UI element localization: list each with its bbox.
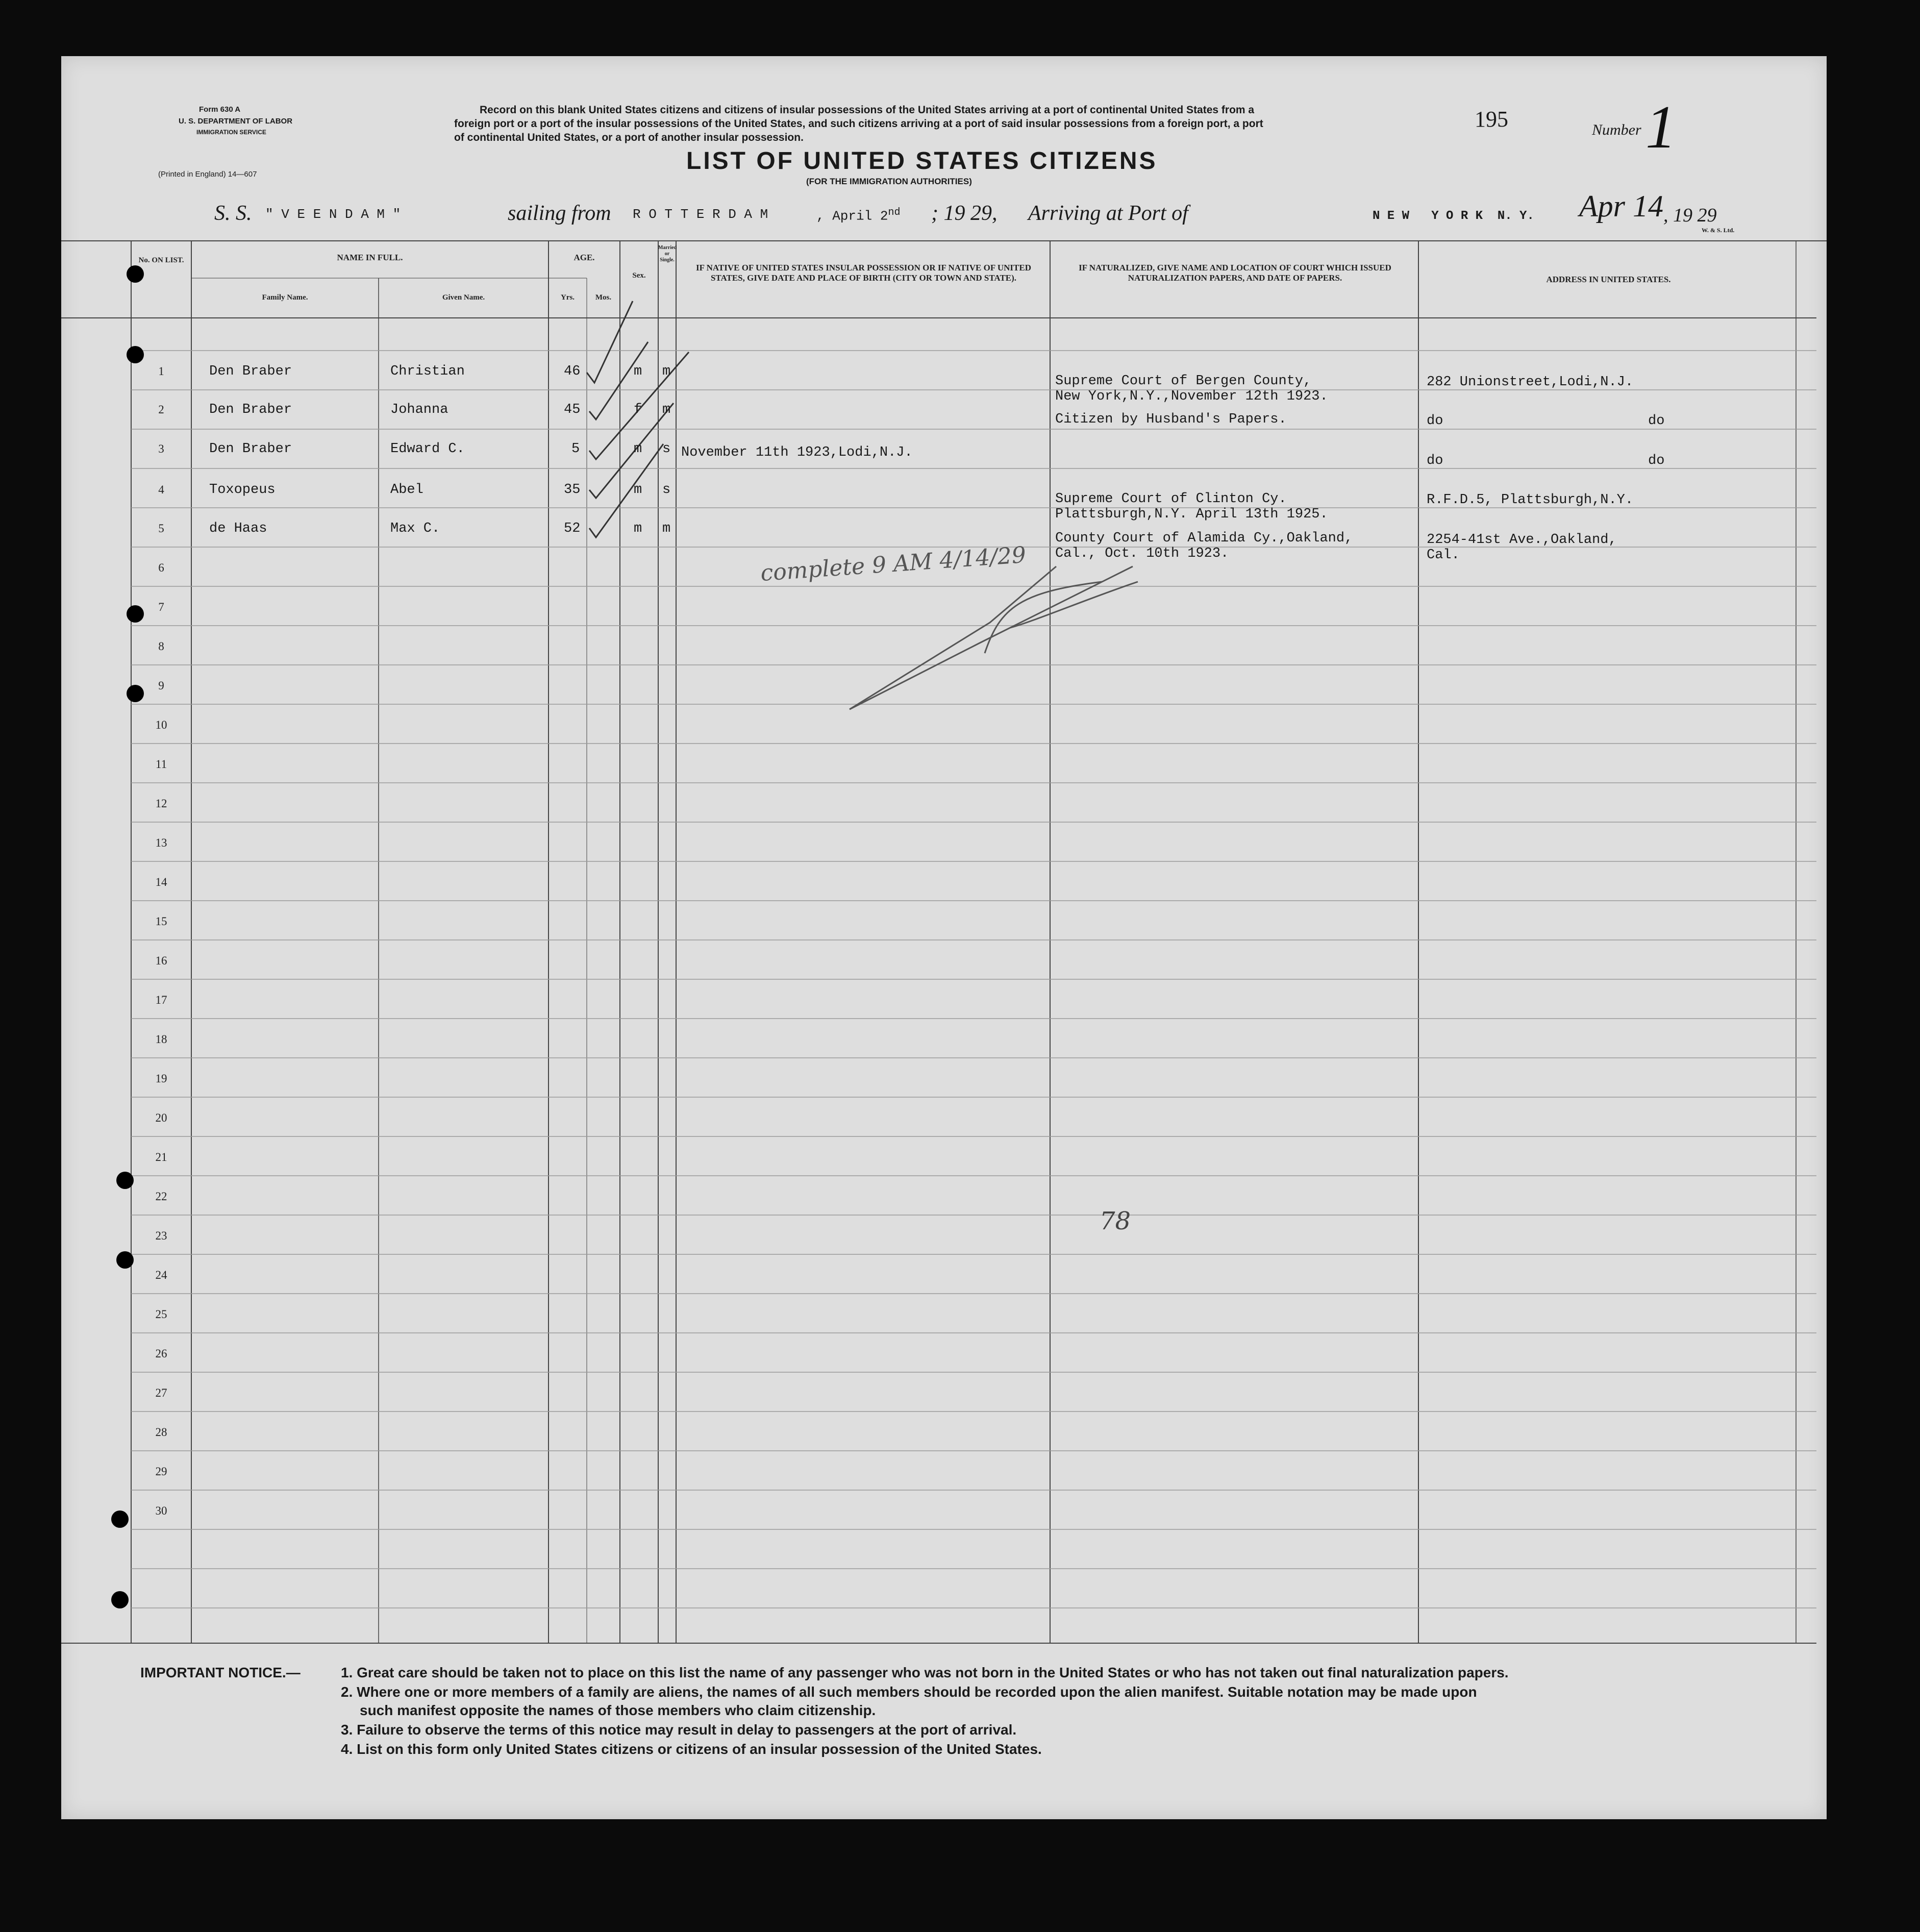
row-number: 24 xyxy=(155,1269,167,1281)
arrival-date: Apr 14 xyxy=(1579,189,1663,223)
family-name: Den Braber xyxy=(209,441,292,457)
page-title: LIST OF UNITED STATES CITIZENS xyxy=(686,147,1158,175)
binder-hole xyxy=(116,1172,134,1189)
col-age: AGE. xyxy=(573,253,595,262)
row-number: 13 xyxy=(155,836,167,849)
row-number: 6 xyxy=(158,561,164,574)
court-line-1: Supreme Court of Clinton Cy. xyxy=(1055,491,1287,507)
given-name: Johanna xyxy=(390,402,448,417)
form-number: Form 630 A xyxy=(199,105,241,114)
row-number: 20 xyxy=(155,1111,167,1124)
notice-item-4: 4. List on this form only United States citizens or citizens of an insular possession of the United States. xyxy=(341,1741,1042,1757)
col-address: ADDRESS IN UNITED STATES. xyxy=(1546,275,1671,284)
address-line-1: 282 Unionstreet,Lodi,N.J. xyxy=(1427,375,1634,390)
row-number: 23 xyxy=(155,1229,167,1242)
row-number: 12 xyxy=(155,797,167,810)
ship-name: " V E E N D A M " xyxy=(265,207,401,222)
binder-hole xyxy=(111,1510,129,1528)
row-number: 9 xyxy=(158,679,164,692)
marital-status: m xyxy=(662,364,671,379)
notice-item-3: 3. Failure to observe the terms of this notice may result in delay to passengers at the port of arrival. xyxy=(341,1722,1017,1738)
row-number: 14 xyxy=(155,876,167,888)
notice-label: IMPORTANT NOTICE.— xyxy=(140,1665,301,1680)
court-line-1: Supreme Court of Bergen County, xyxy=(1055,374,1312,389)
col-family-name: Family Name. xyxy=(262,293,308,302)
family-name: Toxopeus xyxy=(209,482,276,498)
row-number: 5 xyxy=(158,522,164,535)
record-line-3: of continental United States, or a port of another insular possession. xyxy=(454,132,804,143)
row-number: 4 xyxy=(158,483,164,496)
inspector-signature xyxy=(850,566,1138,709)
number-label: Number xyxy=(1592,121,1641,138)
row-number: 17 xyxy=(155,994,167,1006)
address-line-1: R.F.D.5, Plattsburgh,N.Y. xyxy=(1427,492,1634,508)
arrival-year: , 19 29 xyxy=(1663,205,1717,226)
sailing-label: sailing from xyxy=(508,202,611,225)
col-native: IF NATIVE OF UNITED STATES INSULAR POSSESSION OR IF NATIVE OF UNITED STATES, GIVE DATE AND PLACE OF BIRTH (CITY OR TOWN AND STATE). xyxy=(696,263,1031,283)
family-name: de Haas xyxy=(209,521,267,536)
completion-note: complete 9 AM 4/14/29 xyxy=(759,541,1027,587)
sex: m xyxy=(634,364,642,379)
row-number: 3 xyxy=(158,442,164,455)
sex: m xyxy=(634,441,642,457)
row-number: 18 xyxy=(155,1033,167,1046)
row-number: 21 xyxy=(155,1151,167,1163)
sex: m xyxy=(634,482,642,498)
given-name: Abel xyxy=(390,482,423,498)
marital-status: s xyxy=(662,441,671,457)
col-sex: Sex. xyxy=(632,271,646,280)
court-line-2: Cal., Oct. 10th 1923. xyxy=(1055,546,1229,561)
age-years: 5 xyxy=(571,441,580,457)
sex: f xyxy=(634,402,642,417)
sex: m xyxy=(634,521,642,536)
arriving-label: Arriving at Port of xyxy=(1028,202,1188,225)
col-yrs: Yrs. xyxy=(560,293,575,302)
ss-label: S. S. xyxy=(214,202,252,225)
age-years: 52 xyxy=(564,521,581,536)
binder-hole xyxy=(127,265,144,283)
record-line-1: Record on this blank United States citizens and citizens of insular possessions of the United States arriving at a port of continental United States from a xyxy=(480,104,1255,116)
row-number: 28 xyxy=(155,1426,167,1439)
court-line-2: New York,N.Y.,November 12th 1923. xyxy=(1055,389,1328,404)
service: IMMIGRATION SERVICE xyxy=(196,129,266,136)
row-number: 15 xyxy=(155,915,167,928)
family-name: Den Braber xyxy=(209,402,292,417)
row-number: 2 xyxy=(158,403,164,416)
age-years: 46 xyxy=(564,364,581,379)
age-years: 45 xyxy=(564,402,581,417)
row-number: 10 xyxy=(155,719,167,731)
arrival-port: N E W Y O R K N. Y. xyxy=(1373,209,1534,223)
from-port: R O T T E R D A M xyxy=(633,207,768,222)
row-number: 29 xyxy=(155,1465,167,1478)
sail-year: ; 19 29, xyxy=(931,202,998,225)
given-name: Christian xyxy=(390,364,465,379)
row-number: 30 xyxy=(155,1504,167,1517)
binder-hole xyxy=(127,685,144,702)
col-name-in-full: NAME IN FULL. xyxy=(337,253,403,262)
col-mos: Mos. xyxy=(595,293,612,302)
marital-status: m xyxy=(662,521,671,536)
address-line-2: do xyxy=(1648,413,1665,429)
record-line-2: foreign port or a port of the insular possessions of the United States, and such citizens arriving at a port of said insular possessions from a foreign port, a port xyxy=(454,118,1263,130)
marital-status: m xyxy=(662,402,671,417)
col-married: Married or Single. xyxy=(658,245,677,263)
row-number: 7 xyxy=(158,601,164,613)
row-number: 16 xyxy=(155,954,167,967)
sail-date-sup: nd xyxy=(888,207,901,218)
row-number: 1 xyxy=(158,365,164,378)
notice-item-2-cont: such manifest opposite the names of those members who claim citizenship. xyxy=(360,1702,876,1718)
page-mark: 78 xyxy=(1100,1207,1131,1235)
notice-item-1: 1. Great care should be taken not to place on this list the name of any passenger who was not born in the United States or who has not taken out final naturalization papers. xyxy=(341,1665,1509,1680)
check-marks xyxy=(587,301,689,537)
given-name: Max C. xyxy=(390,521,440,536)
binder-hole xyxy=(127,605,144,623)
department: U. S. DEPARTMENT OF LABOR xyxy=(179,117,293,126)
address-line-1: do xyxy=(1427,453,1443,468)
address-line-1: 2254-41st Ave.,Oakland, xyxy=(1427,532,1617,548)
marital-status: s xyxy=(662,482,671,498)
notice-item-2: 2. Where one or more members of a family are aliens, the names of all such members should be recorded upon the alien manifest. Suitable notation may be made upon xyxy=(341,1684,1477,1700)
sail-date-text: , April 2 xyxy=(816,208,888,224)
binder-hole xyxy=(116,1251,134,1269)
given-name: Edward C. xyxy=(390,441,465,457)
printer-mark: W. & S. Ltd. xyxy=(1702,227,1735,234)
row-number: 11 xyxy=(155,758,167,771)
page-subtitle: (FOR THE IMMIGRATION AUTHORITIES) xyxy=(806,177,972,186)
row-number: 25 xyxy=(155,1308,167,1321)
binder-hole xyxy=(111,1591,129,1608)
year-prefix: 195 xyxy=(1475,107,1508,132)
col-no: No. ON LIST. xyxy=(138,256,184,264)
manifest-sheet xyxy=(61,56,1827,1819)
address-line-2: do xyxy=(1648,453,1665,468)
number-value: 1 xyxy=(1645,93,1676,161)
court-line-1: Citizen by Husband's Papers. xyxy=(1055,412,1287,427)
col-naturalized: IF NATURALIZED, GIVE NAME AND LOCATION OF COURT WHICH ISSUED NATURALIZATION PAPERS, AND DATE OF PAPERS. xyxy=(1079,263,1391,283)
row-number: 8 xyxy=(158,640,164,653)
manifest-table-lines xyxy=(61,56,1827,1819)
col-given-name: Given Name. xyxy=(442,293,485,302)
court-line-2: Plattsburgh,N.Y. April 13th 1925. xyxy=(1055,507,1328,522)
row-number: 27 xyxy=(155,1386,167,1399)
binder-hole xyxy=(127,346,144,363)
family-name: Den Braber xyxy=(209,364,292,379)
birth-date-place: November 11th 1923,Lodi,N.J. xyxy=(681,445,913,460)
row-number: 19 xyxy=(155,1072,167,1085)
row-number: 26 xyxy=(155,1347,167,1360)
address-line-2: Cal. xyxy=(1427,548,1460,563)
age-years: 35 xyxy=(564,482,581,498)
court-line-1: County Court of Alamida Cy.,Oakland, xyxy=(1055,531,1353,546)
address-line-1: do xyxy=(1427,413,1443,429)
row-number: 22 xyxy=(155,1190,167,1203)
printed-note: (Printed in England) 14—607 xyxy=(158,170,257,179)
